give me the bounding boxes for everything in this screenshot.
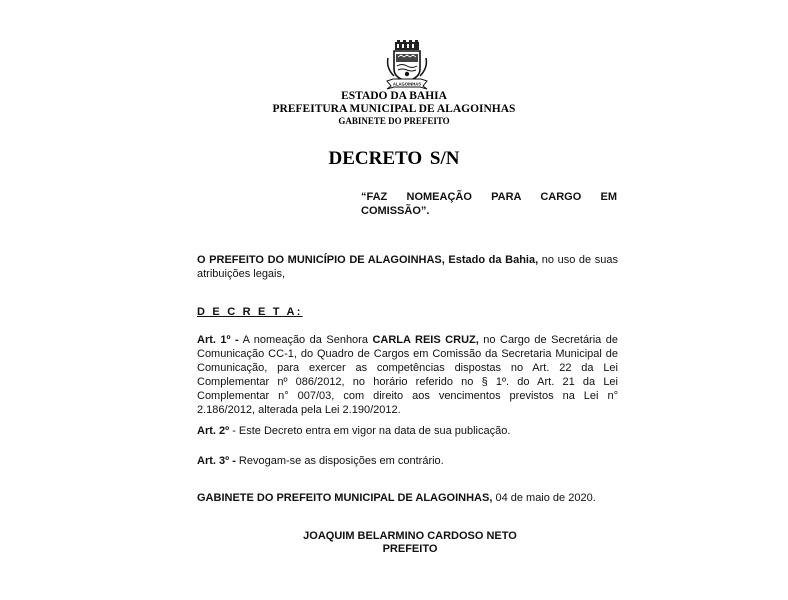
closing-date: 04 de maio de 2020. [492, 492, 596, 504]
decree-title: DECRETO S/N [328, 148, 460, 169]
article-1 [197, 333, 618, 417]
closing-line [197, 491, 618, 505]
decree-ementa: “FAZ NOMEAÇÃO PARA CARGO EM COMISSÃO”. [361, 191, 617, 217]
intro-text: no uso de suas atribuições legais, [197, 254, 618, 280]
article-1-appointee: CARLA REIS CRUZ, [372, 334, 479, 346]
article-1-text-b: no Cargo de Secretária de Comunicação CC-1, do Quadro de Cargos em Comissão da Secretaria Municipal de Comunicação, para exercer as competências dispostas no Art. 22 da Lei Complementar nº 086/2012, no horário referido no § 1º. do Art. 21 da Lei Complementar n° 007/03, com direito aos vencimentos previstos na Lei n° 2.186/2012, alterada pela Lei 2.190/2012. [197, 334, 619, 416]
article-1-text-a: A nomeação da Senhora [238, 334, 373, 346]
article-2-label: Art. 2º [197, 425, 230, 437]
header-prefecture: PREFEITURA MUNICIPAL DE ALAGOINHAS [272, 103, 516, 115]
article-2 [197, 424, 618, 438]
article-3 [197, 454, 618, 468]
crest-ribbon-text: ALAGOINHAS [392, 81, 422, 87]
intro-authority: O PREFEITO DO MUNICÍPIO DE ALAGOINHAS, Estado da Bahia, [197, 254, 539, 266]
signatory-role: PREFEITO [382, 543, 438, 555]
header-office: GABINETE DO PREFEITO [338, 116, 450, 126]
header-state: ESTADO DA BAHIA [341, 90, 447, 102]
municipal-crest-icon [384, 40, 430, 90]
signatory-name: JOAQUIM BELARMINO CARDOSO NETO [303, 530, 517, 542]
intro-paragraph [197, 253, 618, 281]
article-3-text: Revogam-se as disposições em contrário. [235, 455, 444, 467]
article-3-label: Art. 3º - [197, 455, 236, 467]
article-2-text: - Este Decreto entra em vigor na data de sua publicação. [229, 425, 511, 437]
closing-office: GABINETE DO PREFEITO MUNICIPAL DE ALAGOINHAS, [197, 492, 493, 504]
decreta-heading: D E C R E T A: [197, 306, 303, 318]
article-1-label: Art. 1º - [197, 334, 239, 346]
